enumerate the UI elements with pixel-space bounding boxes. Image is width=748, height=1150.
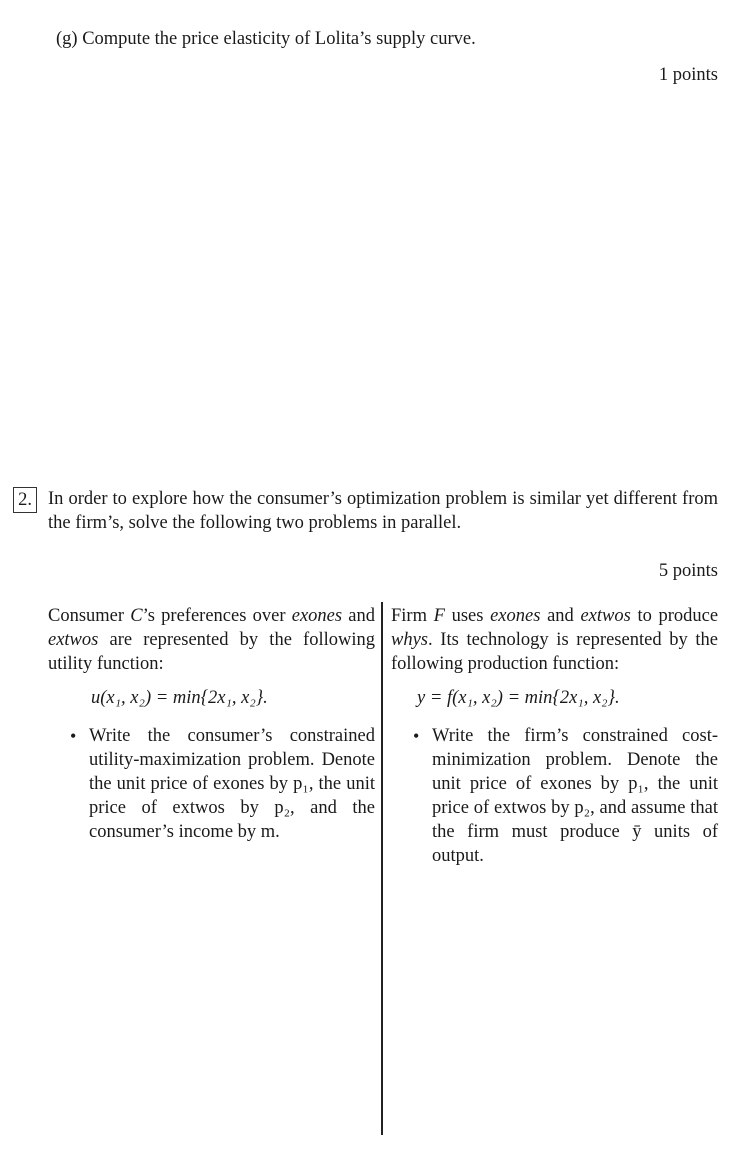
column-divider: [381, 602, 383, 1135]
consumer-intro-c: are represented by the following utility function:: [48, 630, 375, 674]
firm-good2: extwos: [580, 606, 631, 626]
consumer-intro: [48, 604, 375, 676]
firm-intro-b: uses: [451, 606, 484, 626]
part-g-text: Compute the price elasticity of Lolita’s supply curve.: [82, 29, 476, 49]
consumer-and: and: [348, 606, 376, 626]
firm-and: and: [547, 606, 574, 626]
consumer-bullet-text: Write the consumer’s constrained utility-maximization problem. Denote the unit price of exones by p₁, the unit price of extwos by p₂, and the consumer’s income by m.: [89, 726, 375, 842]
bullet-icon: •: [413, 726, 420, 746]
firm-variable: F: [433, 606, 445, 626]
firm-column: [391, 604, 718, 868]
firm-bullet-item: [391, 724, 718, 868]
firm-intro: [391, 604, 718, 676]
consumer-intro-b: ’s preferences over: [142, 606, 286, 626]
firm-output: whys: [391, 630, 428, 650]
consumer-column: [48, 604, 375, 844]
question-2-text: In order to explore how the consumer’s optimization problem is similar yet different from the firm’s, solve the following two problems in parallel.: [48, 489, 718, 533]
consumer-intro-a: Consumer: [48, 606, 125, 626]
firm-intro-a: Firm: [391, 606, 427, 626]
consumer-good2: extwos: [48, 630, 99, 650]
firm-good1: exones: [490, 606, 541, 626]
consumer-variable: C: [130, 606, 143, 626]
part-g-label: (g): [56, 29, 78, 49]
question-2-points: 5 points: [658, 561, 718, 581]
consumer-bullet-item: [48, 724, 375, 844]
utility-equation: u(x₁, x₂) = min{2x₁, x₂}.: [91, 688, 268, 708]
consumer-good1: exones: [291, 606, 343, 626]
firm-bullet-text: Write the firm’s constrained cost-minimization problem. Denote the unit price of exones by p₁, the unit price of extwos by p₂, and assume that the firm must produce ȳ units of output.: [432, 726, 718, 866]
part-g-question: [56, 29, 716, 50]
bullet-icon: •: [70, 726, 77, 746]
firm-intro-d: . Its technology is represented by the following production function:: [391, 630, 718, 674]
firm-intro-c: to produce: [637, 606, 719, 626]
production-equation: y = f(x₁, x₂) = min{2x₁, x₂}.: [417, 688, 620, 708]
question-number-box: 2.: [13, 487, 37, 513]
part-g-points: 1 points: [658, 65, 718, 85]
